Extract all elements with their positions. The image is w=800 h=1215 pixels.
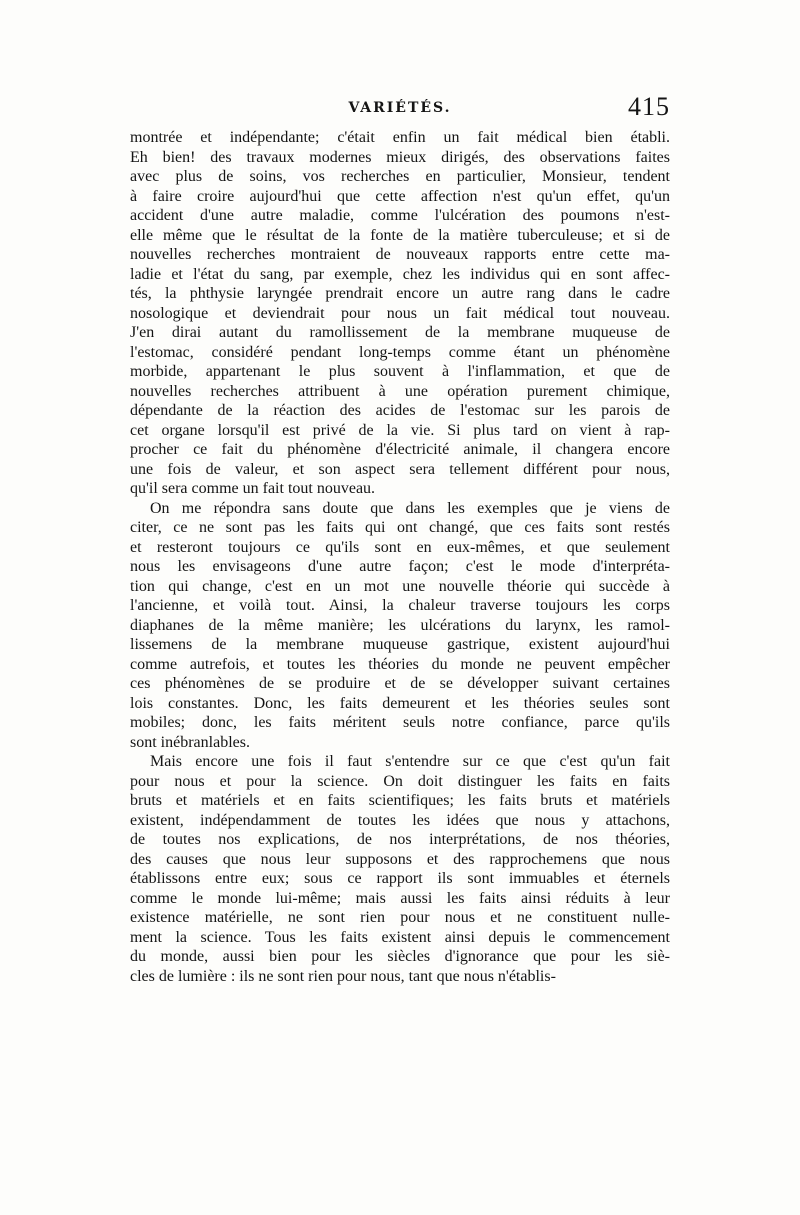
running-title: VARIÉTÉS. (348, 100, 452, 116)
text-line: elle même que le résultat de la fonte de la matière tuberculeuse; et si de (130, 226, 670, 244)
text-line: ces phénomènes de se produire et de se développer suivant certaines (130, 675, 670, 692)
text-line: établissons entre eux; sous ce rapport ils sont immuables et éternels (130, 870, 670, 887)
text-line: une fois de valeur, et son aspect sera tellement différent pour nous, (130, 460, 670, 478)
text-line: cles de lumière : ils ne sont rien pour nous, tant que nous n'établis- (130, 967, 556, 985)
text-line: comme le monde lui-même; mais aussi les faits ainsi réduits à leur (130, 889, 670, 907)
text-line: cet organe lorsqu'il est privé de la vie. Si plus tard on vient à rap- (130, 421, 670, 439)
text-line: ment la science. Tous les faits existent ainsi depuis le commencement (130, 928, 670, 946)
text-line: dépendante de la réaction des acides de l'estomac sur les parois de (130, 402, 670, 419)
text-line: nouvelles recherches montraient de nouveaux rapports entre cette ma- (130, 246, 670, 263)
text-line: montrée et indépendante; c'était enfin un fait médical bien établi. (130, 129, 670, 146)
paragraph (130, 128, 670, 499)
text-line: des causes que nous leur supposons et des rapprochemens que nous (130, 850, 670, 868)
text-line: comme autrefois, et toutes les théories du monde ne peuvent empêcher (130, 655, 670, 673)
text-line: du monde, aussi bien pour les siècles d'ignorance que pour les siè- (130, 948, 670, 965)
paragraph (130, 499, 670, 753)
text-line: lissemens de la membrane muqueuse gastrique, existent aujourd'hui (130, 636, 670, 653)
text-line: procher ce fait du phénomène d'électricité animale, il changera encore (130, 441, 670, 458)
text-line: diaphanes de la même manière; les ulcérations du larynx, les ramol- (130, 616, 670, 634)
text-line: bruts et matériels et en faits scientifiques; les faits bruts et matériels (130, 792, 670, 809)
text-line: tion qui change, c'est en un mot une nouvelle théorie qui succède à (130, 577, 670, 595)
page-number: 415 (628, 92, 670, 121)
text-line: avec plus de soins, vos recherches en particulier, Monsieur, tendent (130, 168, 670, 185)
text-line: J'en dirai autant du ramollissement de la membrane muqueuse de (130, 324, 670, 341)
text-line: l'estomac, considéré pendant long-temps comme étant un phénomène (130, 343, 670, 361)
text-line: l'ancienne, et voilà tout. Ainsi, la chaleur traverse toujours les corps (130, 597, 670, 614)
text-line: qu'il sera comme un fait tout nouveau. (130, 480, 376, 497)
text-line: existence matérielle, ne sont rien pour nous et ne constituent nulle- (130, 909, 670, 926)
text-line: citer, ce ne sont pas les faits qui ont changé, que ces faits sont restés (130, 519, 670, 536)
text-line: lois constantes. Donc, les faits demeurent et les théories seules sont (130, 694, 670, 712)
text-line: ladie et l'état du sang, par exemple, chez les individus qui en sont affec- (130, 265, 670, 283)
text-line: nous les envisageons d'une autre façon; c'est le mode d'interpréta- (130, 558, 670, 575)
text-line: pour nous et pour la science. On doit distinguer les faits en faits (130, 772, 670, 790)
text-line: Eh bien! des travaux modernes mieux dirigés, des observations faites (130, 148, 670, 166)
text-line: sont inébranlables. (130, 733, 250, 751)
text-line: On me répondra sans doute que dans les exemples que je viens de (150, 499, 670, 517)
text-line: nouvelles recherches attribuent à une opération purement chimique, (130, 382, 670, 400)
text-line: nosologique et deviendrait pour nous un fait médical tout nouveau. (130, 304, 670, 322)
text-line: et resteront toujours ce qu'ils sont en eux-mêmes, et que seulement (130, 538, 670, 556)
text-line: à faire croire aujourd'hui que cette affection n'est qu'un effet, qu'un (130, 187, 670, 205)
body-text (130, 128, 670, 986)
paragraph (130, 752, 670, 986)
text-line: existent, indépendamment de toutes les idées que nous y attachons, (130, 811, 670, 829)
text-line: de toutes nos explications, de nos interprétations, de nos théories, (130, 831, 670, 848)
running-head (130, 92, 670, 126)
text-line: accident d'une autre maladie, comme l'ulcération des poumons n'est- (130, 207, 670, 224)
text-line: mobiles; donc, les faits méritent seuls notre confiance, parce qu'ils (130, 714, 670, 731)
text-line: Mais encore une fois il faut s'entendre sur ce que c'est qu'un fait (150, 753, 670, 770)
text-line: morbide, appartenant le plus souvent à l'inflammation, et que de (130, 363, 670, 380)
text-line: tés, la phthysie laryngée prendrait encore un autre rang dans le cadre (130, 285, 670, 302)
